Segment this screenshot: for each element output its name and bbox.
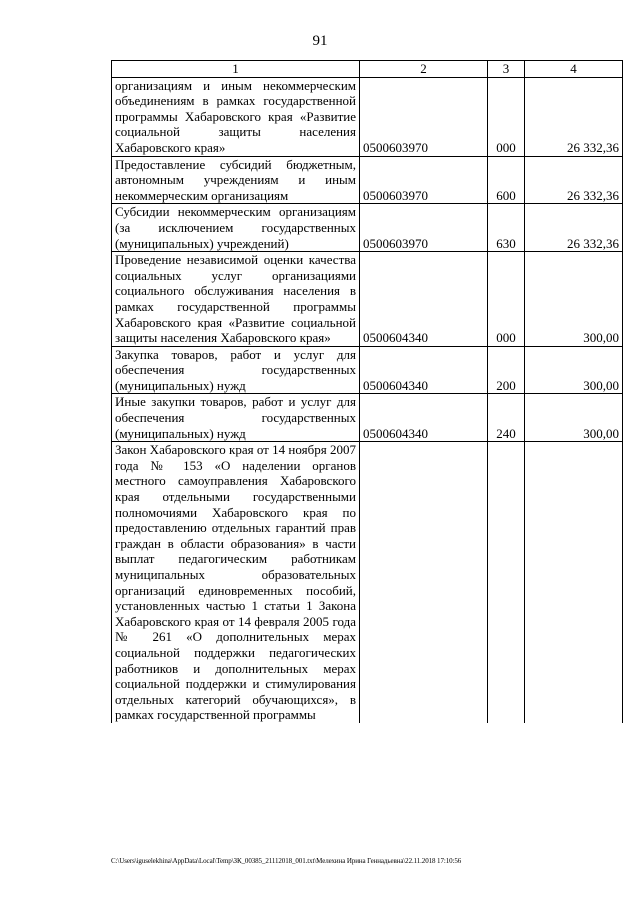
file-path-footer: C:\Users\iguselekhina\AppData\Local\Temp\ЗК_00385_21112018_001.txt\Мелехина Ирина Геннадьевна\22.11.2018 17:10:56 — [111, 857, 462, 865]
row-expense-type: 600 — [488, 156, 525, 204]
row-amount: 26 332,36 — [525, 156, 623, 204]
row-code: 0500603970 — [360, 156, 488, 204]
table-row — [112, 77, 623, 156]
budget-table — [111, 60, 623, 723]
row-description: Предоставление субсидий бюджетным, автономным учреждениям и иным некоммерческим организациям — [112, 156, 360, 204]
table-row — [112, 394, 623, 442]
row-description: Субсидии некоммерческим организациям (за исключением государственных (муниципальных) учреждений) — [112, 204, 360, 252]
row-amount: 300,00 — [525, 346, 623, 394]
row-amount: 300,00 — [525, 252, 623, 347]
header-col-1: 1 — [112, 61, 360, 78]
header-col-3: 3 — [488, 61, 525, 78]
row-amount — [525, 442, 623, 723]
page-number: 91 — [312, 33, 328, 49]
row-expense-type — [488, 442, 525, 723]
header-col-2: 2 — [360, 61, 488, 78]
row-description: организациям и иным некоммерческим объединениям в рамках государственной программы Хабаровского края «Развитие социальной защиты населения Хабаровского края» — [112, 77, 360, 156]
row-code: 0500604340 — [360, 394, 488, 442]
table-row — [112, 204, 623, 252]
row-code: 0500603970 — [360, 77, 488, 156]
row-expense-type: 000 — [488, 252, 525, 347]
row-expense-type: 630 — [488, 204, 525, 252]
row-description: Закон Хабаровского края от 14 ноября 2007 года № 153 «О наделении органов местного самоуправления Хабаровского края отдельными государственными полномочиями Хабаровского края по предоставлению отдельных гарантий прав граждан в области образования» в части выплат педагогическим работникам муниципальных образовательных организаций единовременных пособий, установленных частью 1 статьи 1 Закона Хабаровского края от 14 февраля 2005 года № 261 «О дополнительных мерах социальной поддержки педагогических работников и дополнительных мерах социальной поддержки и стимулирования отдельных категорий обучающихся», в рамках государственной программы — [112, 442, 360, 723]
row-amount: 300,00 — [525, 394, 623, 442]
row-amount: 26 332,36 — [525, 77, 623, 156]
row-code: 0500604340 — [360, 252, 488, 347]
row-description: Закупка товаров, работ и услуг для обеспечения государственных (муниципальных) нужд — [112, 346, 360, 394]
row-expense-type: 240 — [488, 394, 525, 442]
row-expense-type: 000 — [488, 77, 525, 156]
table-row — [112, 156, 623, 204]
row-description: Иные закупки товаров, работ и услуг для обеспечения государственных (муниципальных) нужд — [112, 394, 360, 442]
table-row — [112, 346, 623, 394]
table-row — [112, 252, 623, 347]
table-header-row — [112, 61, 623, 78]
table-row — [112, 442, 623, 723]
row-description: Проведение независимой оценки качества социальных услуг организациями социального обслуживания населения в рамках государственной программы Хабаровского края «Развитие социальной защиты населения Хабаровского края» — [112, 252, 360, 347]
row-amount: 26 332,36 — [525, 204, 623, 252]
row-expense-type: 200 — [488, 346, 525, 394]
row-code — [360, 442, 488, 723]
row-code: 0500604340 — [360, 346, 488, 394]
header-col-4: 4 — [525, 61, 623, 78]
row-code: 0500603970 — [360, 204, 488, 252]
